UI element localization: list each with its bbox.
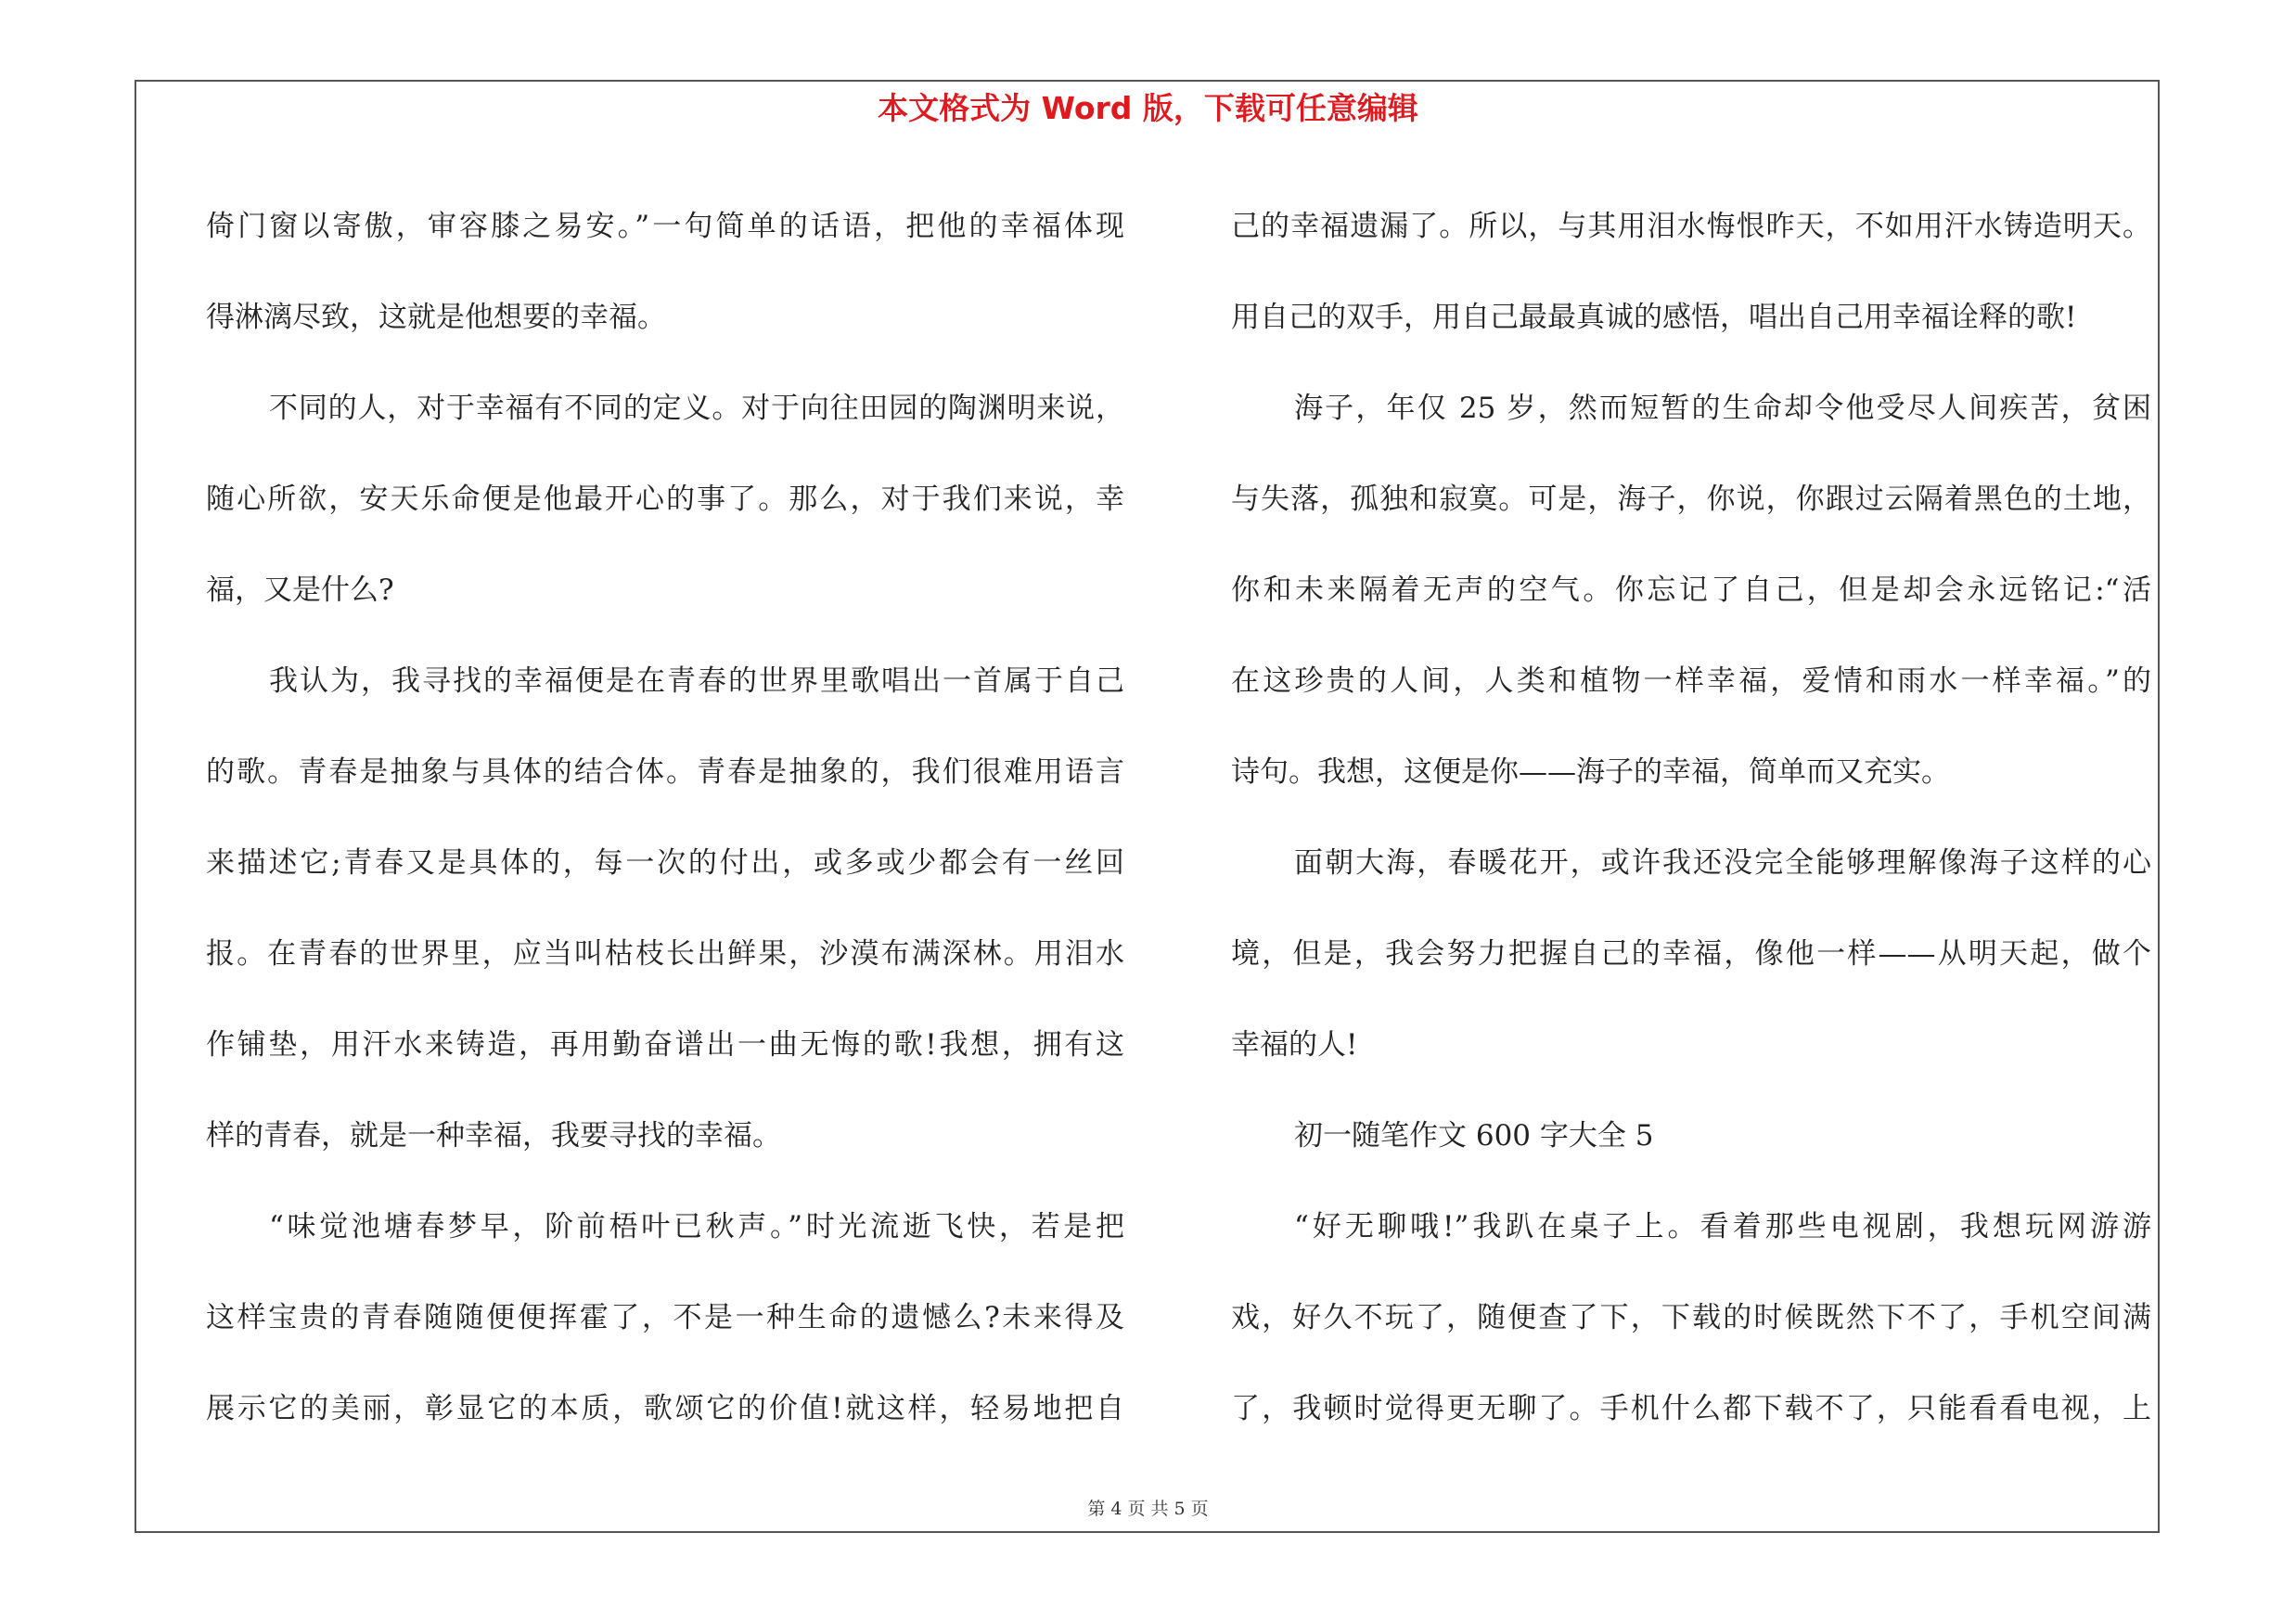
text-line: 得淋漓尽致，这就是他想要的幸福。: [206, 301, 666, 334]
text-line: 报。在青春的世界里，应当叫枯枝长出鲜果，沙漠布满深林。用泪水: [206, 937, 1124, 971]
text-line: 幸福的人!: [1231, 1028, 1358, 1062]
text-line: 你和未来隔着无声的空气。你忘记了自己，但是却会永远铭记:“活: [1231, 573, 2151, 607]
text-line: “好无聊哦!”我趴在桌子上。看着那些电视剧，我想玩网游游: [1294, 1210, 2151, 1243]
text-line: 了，我顿时觉得更无聊了。手机什么都下载不了，只能看看电视，上: [1231, 1392, 2151, 1425]
text-line: 戏，好久不玩了，随便查了下，下载的时候既然下不了，手机空间满: [1231, 1301, 2151, 1334]
text-line: 福，又是什么?: [206, 573, 394, 607]
text-line: 境，但是，我会努力把握自己的幸福，像他一样——从明天起，做个: [1231, 937, 2151, 971]
text-line: 作铺垫，用汗水来铸造，再用勤奋谱出一曲无悔的歌!我想，拥有这: [206, 1028, 1124, 1062]
text-line: 我认为，我寻找的幸福便是在青春的世界里歌唱出一首属于自己: [269, 664, 1124, 698]
text-line: 用自己的双手，用自己最最真诚的感悟，唱出自己用幸福诠释的歌!: [1231, 301, 2077, 334]
document-header: 本文格式为 Word 版，下载可任意编辑: [878, 90, 1418, 126]
text-line: 在这珍贵的人间，人类和植物一样幸福，爱情和雨水一样幸福。”的: [1231, 664, 2151, 698]
text-line: 随心所欲，安天乐命便是他最开心的事了。那么，对于我们来说，幸: [206, 483, 1124, 516]
right-column: [1231, 181, 2151, 1454]
text-line: 初一随笔作文 600 字大全 5: [1294, 1119, 1654, 1153]
text-line: 与失落，孤独和寂寞。可是，海子，你说，你跟过云隔着黑色的土地，: [1231, 483, 2151, 516]
text-line: 展示它的美丽，彰显它的本质，歌颂它的价值!就这样，轻易地把自: [206, 1392, 1124, 1425]
text-line: 海子，年仅 25 岁，然而短暂的生命却令他受尽人间疾苦，贫困: [1294, 392, 2151, 425]
text-line: 这样宝贵的青春随随便便挥霍了，不是一种生命的遗憾么?未来得及: [206, 1301, 1124, 1334]
text-line: 诗句。我想，这便是你——海子的幸福，简单而又充实。: [1231, 755, 1950, 789]
text-line: 不同的人，对于幸福有不同的定义。对于向往田园的陶渊明来说，: [269, 392, 1124, 425]
text-line: 面朝大海，春暖花开，或许我还没完全能够理解像海子这样的心: [1294, 846, 2151, 880]
text-line: “味觉池塘春梦早，阶前梧叶已秋声。”时光流逝飞快，若是把: [269, 1210, 1124, 1243]
text-line: 来描述它;青春又是具体的，每一次的付出，或多或少都会有一丝回: [206, 846, 1124, 880]
text-line: 的歌。青春是抽象与具体的结合体。青春是抽象的，我们很难用语言: [206, 755, 1124, 789]
text-line: 样的青春，就是一种幸福，我要寻找的幸福。: [206, 1119, 781, 1153]
text-line: 己的幸福遗漏了。所以，与其用泪水悔恨昨天，不如用汗水铸造明天。: [1231, 210, 2151, 243]
left-column: [206, 181, 1124, 1454]
page-footer: 第 4 页 共 5 页: [1087, 1499, 1209, 1519]
text-line: 倚门窗以寄傲，审容膝之易安。”一句简单的话语，把他的幸福体现: [206, 210, 1124, 243]
